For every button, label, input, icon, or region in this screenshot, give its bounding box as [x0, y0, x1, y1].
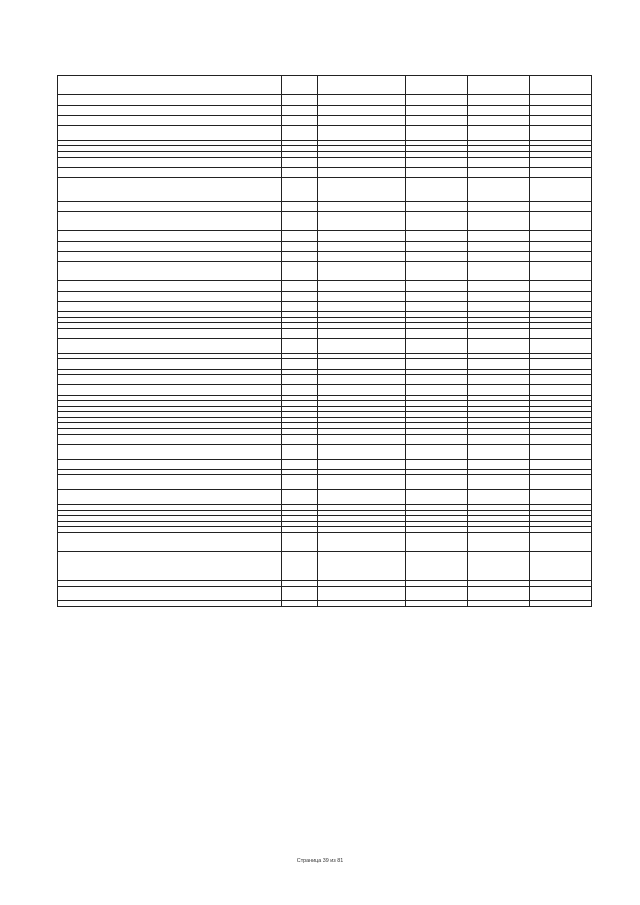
- row-amount-total: [530, 76, 592, 95]
- table-row: [58, 201, 592, 211]
- row-amount-exec: [468, 177, 530, 201]
- row-kvr-code: [282, 328, 318, 338]
- row-amount-total: [530, 385, 592, 395]
- row-amount-plan: [406, 490, 468, 505]
- row-amount-total: [530, 552, 592, 581]
- row-description: [58, 291, 282, 301]
- row-kvr-code: [282, 291, 318, 301]
- row-amount-total: [530, 338, 592, 353]
- table-row: [58, 586, 592, 601]
- row-kvr-code: [282, 157, 318, 167]
- row-amount-plan: [406, 251, 468, 261]
- row-kvr-code: [282, 533, 318, 552]
- budget-table: [57, 75, 592, 607]
- row-budget-code: [318, 601, 406, 607]
- row-amount-exec: [468, 338, 530, 353]
- row-kvr-code: [282, 251, 318, 261]
- row-description: [58, 601, 282, 607]
- row-kvr-code: [282, 301, 318, 311]
- row-amount-total: [530, 301, 592, 311]
- table-row: [58, 301, 592, 311]
- row-budget-code: [318, 475, 406, 490]
- table-row: [58, 359, 592, 369]
- row-kvr-code: [282, 231, 318, 241]
- row-amount-plan: [406, 552, 468, 581]
- table-row: [58, 95, 592, 105]
- table-row: [58, 434, 592, 444]
- table-row: [58, 262, 592, 281]
- row-description: [58, 475, 282, 490]
- row-description: [58, 444, 282, 459]
- row-amount-plan: [406, 262, 468, 281]
- row-budget-code: [318, 201, 406, 211]
- row-amount-exec: [468, 167, 530, 177]
- row-kvr-code: [282, 552, 318, 581]
- row-budget-code: [318, 301, 406, 311]
- row-kvr-code: [282, 105, 318, 115]
- table-row: [58, 231, 592, 241]
- row-amount-plan: [406, 459, 468, 469]
- row-description: [58, 231, 282, 241]
- row-amount-total: [530, 475, 592, 490]
- table-row: [58, 385, 592, 395]
- row-budget-code: [318, 359, 406, 369]
- row-amount-exec: [468, 212, 530, 231]
- row-kvr-code: [282, 125, 318, 140]
- table-row: [58, 125, 592, 140]
- row-amount-exec: [468, 157, 530, 167]
- row-budget-code: [318, 177, 406, 201]
- row-amount-total: [530, 434, 592, 444]
- row-kvr-code: [282, 359, 318, 369]
- row-description: [58, 167, 282, 177]
- row-amount-plan: [406, 95, 468, 105]
- row-budget-code: [318, 586, 406, 601]
- row-description: [58, 434, 282, 444]
- row-description: [58, 212, 282, 231]
- row-kvr-code: [282, 444, 318, 459]
- row-amount-plan: [406, 338, 468, 353]
- budget-table-sheet: [57, 75, 591, 607]
- row-amount-exec: [468, 385, 530, 395]
- row-amount-exec: [468, 459, 530, 469]
- row-description: [58, 125, 282, 140]
- row-amount-total: [530, 533, 592, 552]
- row-budget-code: [318, 105, 406, 115]
- row-amount-exec: [468, 125, 530, 140]
- table-row: [58, 328, 592, 338]
- row-amount-exec: [468, 552, 530, 581]
- row-amount-plan: [406, 444, 468, 459]
- row-amount-plan: [406, 157, 468, 167]
- row-amount-plan: [406, 301, 468, 311]
- row-kvr-code: [282, 201, 318, 211]
- row-amount-plan: [406, 177, 468, 201]
- row-budget-code: [318, 157, 406, 167]
- row-budget-code: [318, 212, 406, 231]
- row-description: [58, 385, 282, 395]
- table-row: [58, 490, 592, 505]
- row-budget-code: [318, 291, 406, 301]
- row-amount-exec: [468, 444, 530, 459]
- row-amount-exec: [468, 533, 530, 552]
- row-budget-code: [318, 95, 406, 105]
- row-amount-plan: [406, 241, 468, 251]
- table-row: [58, 177, 592, 201]
- row-amount-exec: [468, 115, 530, 125]
- row-amount-exec: [468, 262, 530, 281]
- row-budget-code: [318, 115, 406, 125]
- row-amount-exec: [468, 231, 530, 241]
- row-kvr-code: [282, 115, 318, 125]
- row-amount-total: [530, 201, 592, 211]
- row-kvr-code: [282, 586, 318, 601]
- row-amount-plan: [406, 359, 468, 369]
- row-amount-exec: [468, 375, 530, 385]
- row-amount-exec: [468, 475, 530, 490]
- row-kvr-code: [282, 95, 318, 105]
- row-kvr-code: [282, 375, 318, 385]
- row-budget-code: [318, 262, 406, 281]
- row-description: [58, 76, 282, 95]
- row-amount-exec: [468, 76, 530, 95]
- row-description: [58, 328, 282, 338]
- row-budget-code: [318, 241, 406, 251]
- table-row: [58, 167, 592, 177]
- row-amount-exec: [468, 601, 530, 607]
- row-description: [58, 201, 282, 211]
- row-kvr-code: [282, 167, 318, 177]
- row-amount-exec: [468, 95, 530, 105]
- row-description: [58, 338, 282, 353]
- row-amount-exec: [468, 281, 530, 291]
- row-kvr-code: [282, 434, 318, 444]
- row-kvr-code: [282, 475, 318, 490]
- row-budget-code: [318, 76, 406, 95]
- row-amount-plan: [406, 601, 468, 607]
- row-budget-code: [318, 459, 406, 469]
- row-amount-total: [530, 231, 592, 241]
- row-kvr-code: [282, 338, 318, 353]
- row-description: [58, 177, 282, 201]
- table-row: [58, 212, 592, 231]
- row-description: [58, 105, 282, 115]
- row-kvr-code: [282, 76, 318, 95]
- row-description: [58, 586, 282, 601]
- row-amount-plan: [406, 434, 468, 444]
- row-amount-plan: [406, 475, 468, 490]
- row-amount-total: [530, 601, 592, 607]
- table-row: [58, 444, 592, 459]
- table-row: [58, 115, 592, 125]
- row-description: [58, 533, 282, 552]
- row-amount-total: [530, 167, 592, 177]
- row-amount-total: [530, 105, 592, 115]
- table-row: [58, 338, 592, 353]
- row-amount-plan: [406, 76, 468, 95]
- row-kvr-code: [282, 385, 318, 395]
- row-kvr-code: [282, 281, 318, 291]
- row-budget-code: [318, 328, 406, 338]
- row-budget-code: [318, 385, 406, 395]
- row-amount-total: [530, 95, 592, 105]
- row-amount-plan: [406, 105, 468, 115]
- table-row: [58, 105, 592, 115]
- row-amount-exec: [468, 105, 530, 115]
- table-row: [58, 459, 592, 469]
- row-amount-total: [530, 262, 592, 281]
- row-amount-total: [530, 328, 592, 338]
- row-description: [58, 459, 282, 469]
- budget-table-body: [58, 76, 592, 607]
- row-amount-total: [530, 157, 592, 167]
- row-description: [58, 359, 282, 369]
- table-row: [58, 241, 592, 251]
- row-description: [58, 262, 282, 281]
- row-budget-code: [318, 231, 406, 241]
- row-amount-total: [530, 359, 592, 369]
- row-amount-exec: [468, 241, 530, 251]
- row-amount-plan: [406, 281, 468, 291]
- row-amount-plan: [406, 212, 468, 231]
- row-budget-code: [318, 444, 406, 459]
- table-row: [58, 291, 592, 301]
- row-kvr-code: [282, 262, 318, 281]
- row-amount-total: [530, 444, 592, 459]
- row-budget-code: [318, 375, 406, 385]
- row-amount-exec: [468, 251, 530, 261]
- row-description: [58, 241, 282, 251]
- row-amount-plan: [406, 328, 468, 338]
- row-amount-plan: [406, 291, 468, 301]
- row-description: [58, 375, 282, 385]
- page-number: Страница 39 из 81: [296, 858, 344, 864]
- row-amount-total: [530, 125, 592, 140]
- row-kvr-code: [282, 241, 318, 251]
- row-amount-total: [530, 251, 592, 261]
- row-amount-plan: [406, 231, 468, 241]
- row-amount-plan: [406, 385, 468, 395]
- row-amount-exec: [468, 490, 530, 505]
- row-kvr-code: [282, 459, 318, 469]
- table-row: [58, 281, 592, 291]
- row-description: [58, 251, 282, 261]
- row-amount-plan: [406, 167, 468, 177]
- row-amount-exec: [468, 291, 530, 301]
- row-amount-exec: [468, 586, 530, 601]
- row-amount-total: [530, 459, 592, 469]
- row-amount-total: [530, 586, 592, 601]
- row-budget-code: [318, 338, 406, 353]
- row-amount-total: [530, 291, 592, 301]
- table-row: [58, 157, 592, 167]
- row-amount-exec: [468, 359, 530, 369]
- row-budget-code: [318, 251, 406, 261]
- row-amount-plan: [406, 201, 468, 211]
- row-amount-exec: [468, 201, 530, 211]
- row-amount-plan: [406, 125, 468, 140]
- row-amount-total: [530, 212, 592, 231]
- row-kvr-code: [282, 212, 318, 231]
- row-description: [58, 552, 282, 581]
- row-amount-exec: [468, 434, 530, 444]
- row-description: [58, 301, 282, 311]
- row-amount-exec: [468, 328, 530, 338]
- row-budget-code: [318, 167, 406, 177]
- row-description: [58, 281, 282, 291]
- row-amount-exec: [468, 301, 530, 311]
- row-budget-code: [318, 490, 406, 505]
- table-row: [58, 251, 592, 261]
- row-budget-code: [318, 434, 406, 444]
- row-amount-total: [530, 281, 592, 291]
- row-kvr-code: [282, 601, 318, 607]
- row-amount-plan: [406, 533, 468, 552]
- row-amount-total: [530, 115, 592, 125]
- row-amount-plan: [406, 115, 468, 125]
- row-amount-total: [530, 241, 592, 251]
- row-kvr-code: [282, 177, 318, 201]
- table-row: [58, 76, 592, 95]
- row-budget-code: [318, 125, 406, 140]
- row-description: [58, 490, 282, 505]
- row-amount-total: [530, 375, 592, 385]
- table-row: [58, 475, 592, 490]
- row-budget-code: [318, 533, 406, 552]
- table-row: [58, 533, 592, 552]
- row-amount-plan: [406, 586, 468, 601]
- row-amount-total: [530, 177, 592, 201]
- table-row: [58, 552, 592, 581]
- row-amount-plan: [406, 375, 468, 385]
- row-budget-code: [318, 281, 406, 291]
- table-row: [58, 375, 592, 385]
- row-description: [58, 115, 282, 125]
- row-description: [58, 157, 282, 167]
- row-amount-total: [530, 490, 592, 505]
- row-kvr-code: [282, 490, 318, 505]
- table-row: [58, 601, 592, 607]
- row-budget-code: [318, 552, 406, 581]
- row-description: [58, 95, 282, 105]
